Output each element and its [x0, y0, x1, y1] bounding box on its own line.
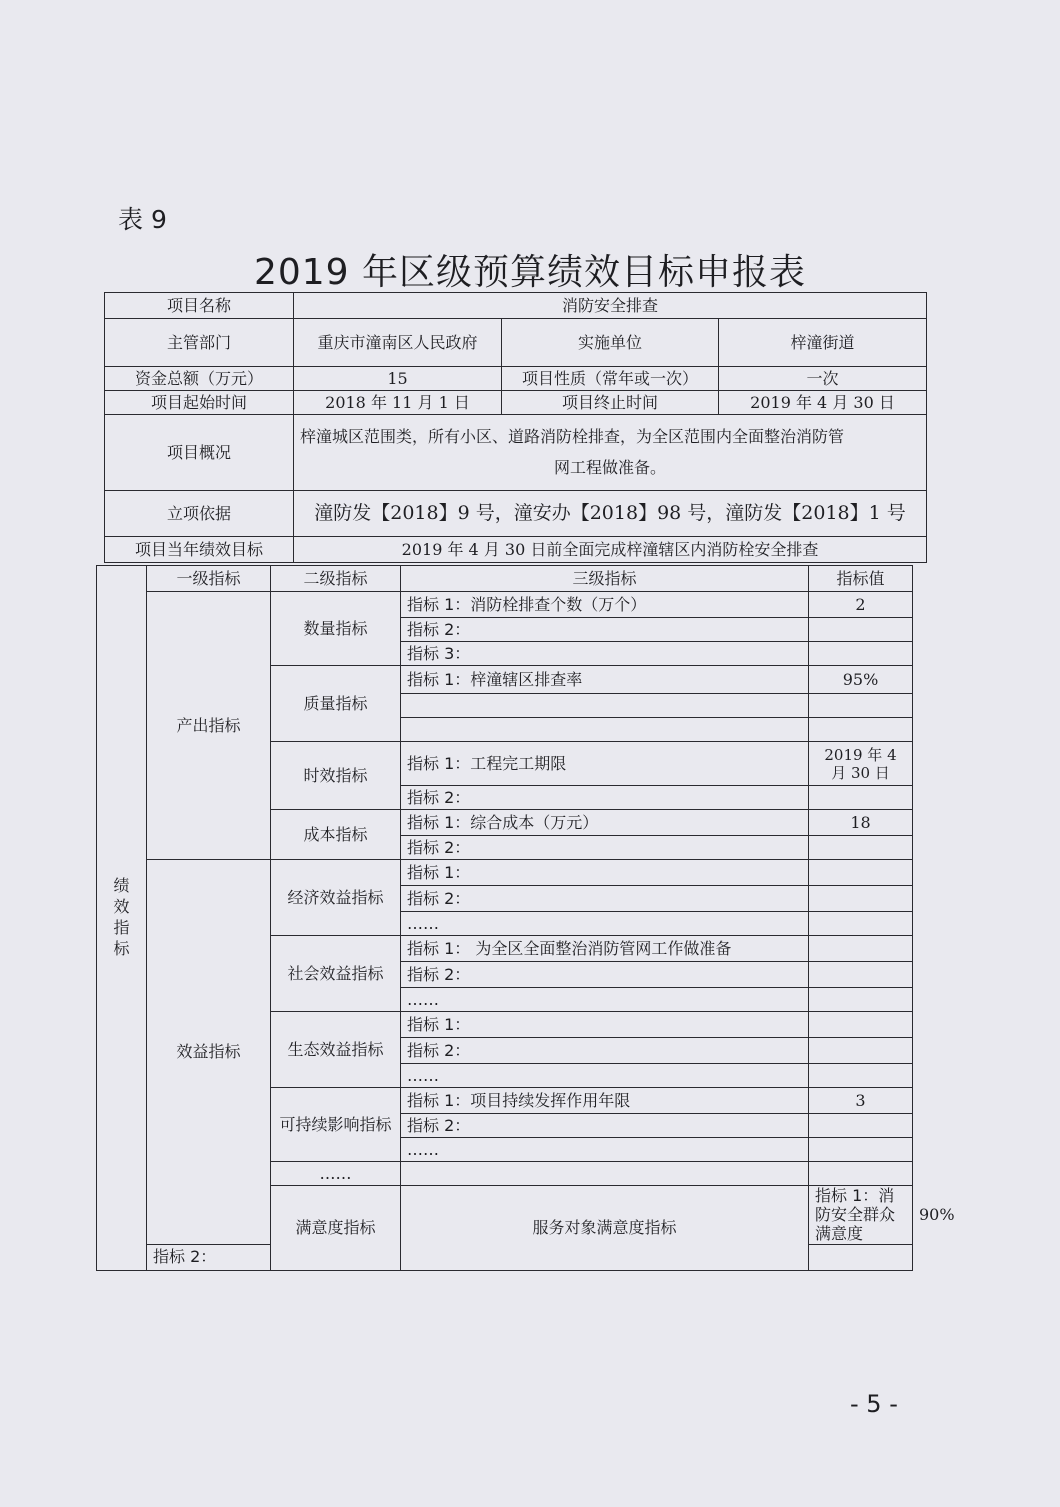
table-row — [105, 391, 927, 415]
basis-label: 立项依据 — [105, 491, 294, 537]
satisfaction-indicator: 满意度指标 — [271, 1186, 401, 1271]
quantity-item-1: 指标 1：消防栓排查个数（万个） — [401, 592, 809, 618]
service-item-1: 指标 1：消防安全群众满意度 — [809, 1186, 913, 1245]
document-title: 2019 年区级预算绩效目标申报表 — [253, 252, 807, 293]
timeliness-indicator: 时效指标 — [271, 742, 401, 810]
service-satisfaction-indicator: 服务对象满意度指标 — [401, 1186, 809, 1271]
impl-value: 梓潼街道 — [719, 319, 927, 367]
table-row — [97, 860, 913, 886]
economic-item-2: 指标 2： — [401, 886, 809, 912]
overview-label: 项目概况 — [105, 415, 294, 491]
economic-item-more: …… — [401, 912, 809, 936]
sustainable-item-1: 指标 1：项目持续发挥作用年限 — [401, 1088, 809, 1114]
overview-line-1: 梓潼城区范围类，所有小区、道路消防栓排查，为全区范围内全面整治消防管 — [300, 427, 845, 447]
quantity-item-1-value: 2 — [809, 592, 913, 618]
table-row — [105, 319, 927, 367]
header-level1: 一级指标 — [147, 566, 271, 592]
nature-label: 项目性质（常年或一次） — [502, 367, 719, 391]
quantity-item-2: 指标 2： — [401, 618, 809, 642]
start-label: 项目起始时间 — [105, 391, 294, 415]
cost-item-2: 指标 2： — [401, 836, 809, 860]
quality-item-1: 指标 1：梓潼辖区排查率 — [401, 666, 809, 694]
table-row — [105, 367, 927, 391]
benefit-indicator: 效益指标 — [147, 860, 271, 1245]
start-value: 2018 年 11 月 1 日 — [294, 391, 502, 415]
header-level2: 二级指标 — [271, 566, 401, 592]
social-benefit-indicator: 社会效益指标 — [271, 936, 401, 1012]
sustainable-item-more: …… — [401, 1138, 809, 1162]
social-item-1: 指标 1： 为全区全面整治消防管网工作做准备 — [401, 936, 809, 962]
quality-indicator: 质量指标 — [271, 666, 401, 742]
ecological-item-more: …… — [401, 1064, 809, 1088]
table-row — [105, 491, 927, 537]
output-indicator: 产出指标 — [147, 592, 271, 860]
goal-label: 项目当年绩效目标 — [105, 537, 294, 563]
quantity-indicator: 数量指标 — [271, 592, 401, 666]
sustainable-impact-indicator: 可持续影响指标 — [271, 1088, 401, 1162]
service-item-2: 指标 2： — [147, 1244, 271, 1270]
header-level3: 三级指标 — [401, 566, 809, 592]
social-item-2: 指标 2： — [401, 962, 809, 988]
economic-item-1: 指标 1： — [401, 860, 809, 886]
nature-value: 一次 — [719, 367, 927, 391]
project-name-value: 消防安全排查 — [294, 293, 927, 319]
impl-label: 实施单位 — [502, 319, 719, 367]
fund-label: 资金总额（万元） — [105, 367, 294, 391]
project-info-table — [104, 292, 927, 563]
perf-side-label: 绩效指标 — [97, 566, 147, 1271]
timeliness-item-1-value: 2019 年 4 月 30 日 — [809, 742, 913, 786]
sustainable-item-2: 指标 2： — [401, 1114, 809, 1138]
ecological-benefit-indicator: 生态效益指标 — [271, 1012, 401, 1088]
table-row — [105, 537, 927, 563]
ecological-item-1: 指标 1： — [401, 1012, 809, 1038]
quality-item-1-value: 95% — [809, 666, 913, 694]
project-name-label: 项目名称 — [105, 293, 294, 319]
dept-value: 重庆市潼南区人民政府 — [294, 319, 502, 367]
header-value: 指标值 — [809, 566, 913, 592]
table-row — [97, 566, 913, 592]
basis-value: 潼防发【2018】9 号，潼安办【2018】98 号，潼防发【2018】1 号 — [294, 491, 927, 537]
table-row: 满意度指标 服务对象满意度指标 指标 1：消防安全群众满意度 90% — [97, 1186, 913, 1245]
ecological-item-2: 指标 2： — [401, 1038, 809, 1064]
end-value: 2019 年 4 月 30 日 — [719, 391, 927, 415]
quantity-item-3: 指标 3： — [401, 642, 809, 666]
cost-item-1-value: 18 — [809, 810, 913, 836]
timeliness-item-2: 指标 2： — [401, 786, 809, 810]
fund-value: 15 — [294, 367, 502, 391]
table-row — [105, 415, 927, 491]
economic-benefit-indicator: 经济效益指标 — [271, 860, 401, 936]
dept-label: 主管部门 — [105, 319, 294, 367]
table-row — [105, 293, 927, 319]
goal-value: 2019 年 4 月 30 日前全面完成梓潼辖区内消防栓安全排查 — [294, 537, 927, 563]
sustainable-item-1-value: 3 — [809, 1088, 913, 1114]
timeliness-item-1: 指标 1：工程完工期限 — [401, 742, 809, 786]
cost-indicator: 成本指标 — [271, 810, 401, 860]
end-label: 项目终止时间 — [502, 391, 719, 415]
cost-item-1: 指标 1：综合成本（万元） — [401, 810, 809, 836]
table-number-label: 表 9 — [118, 205, 167, 234]
overview-line-2: 网工程做准备。 — [554, 457, 667, 477]
page-number: - 5 - — [850, 1390, 898, 1418]
more-indicators: …… — [271, 1162, 401, 1186]
table-row — [97, 592, 913, 618]
performance-indicator-table — [96, 565, 955, 1271]
social-item-more: …… — [401, 988, 809, 1012]
overview-value — [294, 415, 927, 491]
